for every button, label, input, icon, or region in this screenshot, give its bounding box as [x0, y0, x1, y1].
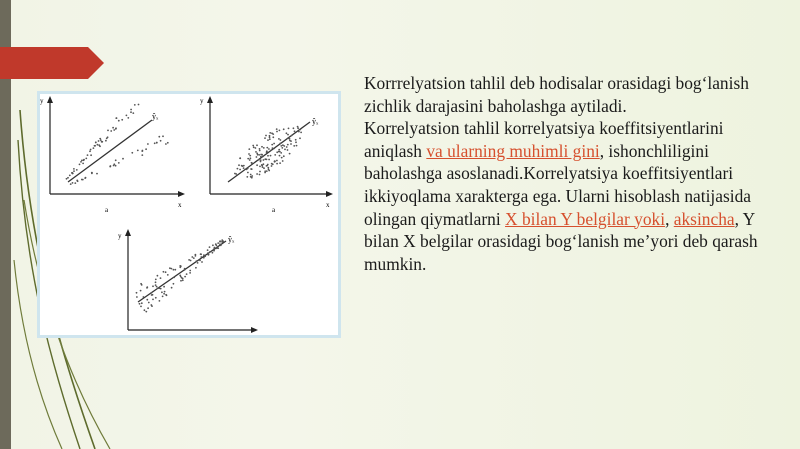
scatter-dot: [265, 135, 267, 137]
scatter-dot: [264, 137, 266, 139]
scatter-dot: [81, 160, 83, 162]
scatter-dot: [106, 138, 108, 140]
scatter-dot: [235, 173, 237, 175]
scatter-dot: [144, 309, 146, 311]
scatter-dot: [66, 178, 68, 180]
scatter-dot: [276, 163, 278, 165]
scatter-dot: [82, 163, 84, 165]
scatter-dot: [284, 149, 286, 151]
scatter-dot: [268, 159, 270, 161]
scatter-dot: [76, 180, 78, 182]
scatter-dot: [142, 150, 144, 152]
scatter-dot: [155, 297, 157, 299]
plot2-origin-label: a: [272, 206, 276, 214]
scatter-dot: [250, 157, 252, 159]
scatter-dot: [80, 161, 82, 163]
scatter-dot: [91, 173, 93, 175]
scatter-dot: [160, 277, 162, 279]
scatter-dot: [251, 168, 253, 170]
scatter-dot: [115, 159, 117, 161]
scatter-dot: [180, 280, 182, 282]
scatter-dot: [243, 165, 245, 167]
scatter-dot: [267, 167, 269, 169]
scatter-dot: [299, 129, 301, 131]
scatter-dot: [141, 302, 143, 304]
scatter-dot: [272, 136, 274, 138]
scatter-dot: [159, 300, 161, 302]
scatter-dot: [263, 163, 265, 165]
scatter-dot: [276, 160, 278, 162]
scatter-dot: [221, 241, 223, 243]
correlation-figure: [37, 91, 341, 338]
scatter-dot: [274, 154, 276, 156]
scatter-dot: [163, 293, 165, 295]
scatter-dot: [76, 169, 78, 171]
scatter-dot: [94, 145, 96, 147]
scatter-dot: [101, 141, 103, 143]
plot2-y-label: y: [200, 97, 204, 105]
plot1-x-label: x: [178, 201, 182, 209]
scatter-dot: [269, 135, 271, 137]
scatter-dot: [184, 276, 186, 278]
scatter-dot: [173, 269, 175, 271]
scatter-dot: [280, 152, 282, 154]
paragraph-part-4: , Y bilan X belgilar orasidagi bog‘lanish me’yori deb qarash mumkin.: [364, 208, 758, 274]
scatter-dot: [174, 269, 176, 271]
scatter-dot: [267, 139, 269, 141]
scatter-dot: [266, 165, 268, 167]
scatter-dot: [269, 138, 271, 140]
scatter-dot: [283, 145, 285, 147]
scatter-dot: [110, 165, 112, 167]
plot2-x-label: x: [326, 201, 330, 209]
plot-2: [200, 96, 333, 214]
scatter-dot: [70, 183, 72, 185]
scatter-dot: [281, 147, 283, 149]
scatter-dot: [137, 150, 139, 152]
scatter-dot: [118, 120, 120, 122]
scatter-dot: [279, 143, 281, 145]
scatter-dot: [267, 164, 269, 166]
scatter-dot: [283, 128, 285, 130]
scatter-dot: [73, 170, 75, 172]
scatter-dot: [130, 111, 132, 113]
scatter-dot: [189, 272, 191, 274]
scatter-dot: [256, 153, 258, 155]
scatter-dot: [287, 149, 289, 151]
scatter-dot: [255, 147, 257, 149]
scatter-dot: [278, 149, 280, 151]
scatter-dot: [289, 153, 291, 155]
scatter-dot: [90, 154, 92, 156]
scatter-dot: [216, 245, 218, 247]
scatter-dot: [110, 130, 112, 132]
scatter-dot: [251, 162, 253, 164]
scatter-dot: [255, 151, 257, 153]
scatter-dot: [121, 119, 123, 121]
scatter-dot: [146, 299, 148, 301]
scatter-dot: [269, 132, 271, 134]
scatter-dot: [262, 166, 264, 168]
scatter-dot: [158, 136, 160, 138]
plot1-y-label: y: [40, 97, 44, 105]
scatter-dot: [261, 154, 263, 156]
scatter-dot: [136, 296, 138, 298]
scatter-dot: [200, 256, 202, 258]
scatter-dot: [165, 271, 167, 273]
scatter-dot: [263, 147, 265, 149]
scatter-dot: [171, 287, 173, 289]
scatter-dot: [293, 145, 295, 147]
scatter-dot: [256, 164, 258, 166]
scatter-dot: [184, 269, 186, 271]
scatter-dot: [115, 127, 117, 129]
scatter-dot: [140, 290, 142, 292]
scatter-dot: [161, 291, 163, 293]
scatter-dot: [266, 147, 268, 149]
scatter-dot: [196, 260, 198, 262]
scatter-dot: [256, 173, 258, 175]
scatter-dot: [249, 155, 251, 157]
scatter-dot: [239, 157, 241, 159]
scatter-dot: [145, 311, 147, 313]
scatter-dot: [259, 166, 261, 168]
link-aksincha[interactable]: aksincha: [673, 208, 735, 229]
scatter-dot: [270, 149, 272, 151]
scatter-dot: [248, 153, 250, 155]
scatter-dot: [82, 179, 84, 181]
scatter-dot: [163, 286, 165, 288]
scatter-dot: [148, 302, 150, 304]
scatter-dot: [287, 134, 289, 136]
scatter-dot: [209, 246, 211, 248]
paragraph-part-3: ,: [665, 208, 674, 229]
scatter-dot: [283, 155, 285, 157]
scatter-dot: [167, 274, 169, 276]
scatter-dot: [280, 145, 282, 147]
scatter-dot: [276, 128, 278, 130]
scatter-dot: [115, 165, 117, 167]
scatter-dot: [89, 150, 91, 152]
scatter-dot: [83, 159, 85, 161]
scatter-dot: [195, 254, 197, 256]
scatter-dot: [271, 144, 273, 146]
scatter-dot: [182, 279, 184, 281]
scatter-dot: [90, 149, 92, 151]
scatter-dot: [266, 170, 268, 172]
scatter-dot: [162, 296, 164, 298]
scatter-dot: [152, 299, 154, 301]
plot-3: [118, 229, 258, 333]
scatter-dot: [79, 164, 81, 166]
scatter-dot: [154, 142, 156, 144]
scatter-dot: [261, 146, 263, 148]
scatter-dot: [72, 182, 74, 184]
scatter-dot: [212, 244, 214, 246]
scatter-dot: [150, 292, 152, 294]
scatter-dot: [87, 154, 89, 156]
scatter-dot: [291, 135, 293, 137]
scatter-dot: [164, 291, 166, 293]
scatter-dot: [173, 276, 175, 278]
scatter-dot: [274, 160, 276, 162]
scatter-dot: [260, 156, 262, 158]
scatter-dot: [217, 242, 219, 244]
scatter-dot: [167, 142, 169, 144]
scatter-dot: [204, 255, 206, 257]
scatter-dot: [146, 286, 148, 288]
scatter-dot: [278, 138, 280, 140]
scatter-dot: [155, 279, 157, 281]
scatter-dot: [258, 159, 260, 161]
scatter-dot: [266, 150, 268, 152]
scatter-dot: [260, 161, 262, 163]
scatter-dot: [201, 261, 203, 263]
scatter-dot: [147, 143, 149, 145]
scatter-dot: [259, 171, 261, 173]
slide-text: [364, 72, 764, 275]
scatter-dot: [296, 145, 298, 147]
scatter-dot: [126, 115, 128, 117]
scatter-dot: [286, 132, 288, 134]
scatter-dot: [156, 286, 158, 288]
scatter-dot: [279, 155, 281, 157]
plot1-line-label: ŷₓ: [152, 112, 159, 121]
scatter-dot: [197, 262, 199, 264]
scatter-dot: [281, 157, 283, 159]
scatter-dot: [107, 130, 109, 132]
scatter-dot: [186, 273, 188, 275]
scatter-dot: [131, 152, 133, 154]
scatter-dot: [262, 155, 264, 157]
scatter-dot: [216, 247, 218, 249]
scatter-dot: [147, 307, 149, 309]
scatter-dot: [271, 165, 273, 167]
scatter-dot: [190, 260, 192, 262]
scatter-dot: [195, 267, 197, 269]
scatter-dot: [179, 266, 181, 268]
scatter-dot: [237, 168, 239, 170]
scatter-dot: [193, 257, 195, 259]
scatter-dot: [113, 165, 115, 167]
scatter-dot: [100, 139, 102, 141]
paragraph-definition: Korrrelyatsion tahlil deb hodisalar orasidagi bog‘lanish zichlik darajasini baholashga aytiladi.: [364, 73, 749, 116]
scatter-dot: [203, 257, 205, 259]
scatter-dot: [152, 285, 154, 287]
scatter-dot: [251, 177, 253, 179]
scatter-dot: [136, 292, 138, 294]
paragraph-part-1: Korrelyatsion tahlil korrelyatsiya koeffitsiyentlarini aniqlash: [364, 118, 724, 161]
scatter-dot: [74, 182, 76, 184]
scatter-dot: [95, 142, 97, 144]
scatter-dot: [279, 162, 281, 164]
scatter-dot: [130, 109, 132, 111]
scatter-dot: [156, 142, 158, 144]
scatter-dot: [247, 158, 249, 160]
scatter-dot: [288, 128, 290, 130]
red-tab-arrow: [0, 47, 104, 79]
scatter-dot: [209, 251, 211, 253]
scatter-dot: [151, 305, 153, 307]
scatter-dot: [293, 127, 295, 129]
scatter-dot: [272, 133, 274, 135]
scatter-dot: [238, 164, 240, 166]
scatter-dot: [256, 144, 258, 146]
scatter-dot: [85, 158, 87, 160]
scatter-dot: [273, 143, 275, 145]
scatter-dot: [140, 306, 142, 308]
scatter-dot: [162, 135, 164, 137]
scatter-dot: [189, 270, 191, 272]
scatter-dot: [251, 175, 253, 177]
scatter-dot: [85, 177, 87, 179]
link-x-bilan-y[interactable]: X bilan Y belgilar yoki: [505, 208, 666, 229]
scatter-dot: [179, 275, 181, 277]
scatter-dot: [141, 154, 143, 156]
scatter-dot: [98, 144, 100, 146]
scatter-dot: [258, 154, 260, 156]
scatter-dot: [252, 145, 254, 147]
scatter-dot: [263, 159, 265, 161]
scatter-dot: [134, 104, 136, 106]
scatter-dot: [279, 151, 281, 153]
scatter-dot: [261, 165, 263, 167]
scatter-dot: [248, 148, 250, 150]
scatter-dot: [247, 168, 249, 170]
scatter-dot: [297, 127, 299, 129]
scatter-dot: [200, 253, 202, 255]
scatter-dot: [268, 148, 270, 150]
scatter-dot: [199, 260, 201, 262]
scatter-dot: [298, 131, 300, 133]
link-muhimligini[interactable]: va ularning muhimli gini: [426, 140, 600, 161]
scatter-dot: [290, 143, 292, 145]
scatter-dot: [73, 168, 75, 170]
scatter-dot: [69, 175, 71, 177]
scatter-dot: [145, 148, 147, 150]
scatter-dot: [294, 130, 296, 132]
scatter-dot: [97, 144, 99, 146]
scatter-dot: [96, 173, 98, 175]
scatter-dot: [299, 137, 301, 139]
scatter-dot: [191, 256, 193, 258]
scatter-dot: [143, 296, 145, 298]
scatter-dot: [105, 140, 107, 142]
scatter-dot: [297, 126, 299, 128]
scatter-dot: [67, 177, 69, 179]
scatter-dot: [157, 287, 159, 289]
plot3-y-label: y: [118, 232, 122, 240]
scatter-dot: [241, 165, 243, 167]
scatter-dot: [250, 174, 252, 176]
scatter-dot: [259, 174, 261, 176]
scatter-dot: [112, 127, 114, 129]
scatter-dot: [113, 129, 115, 131]
scatter-dot: [276, 151, 278, 153]
scatter-dot: [213, 249, 215, 251]
scatter-dot: [166, 294, 168, 296]
scatter-dot: [116, 117, 118, 119]
scatter-dot: [214, 247, 216, 249]
scatter-dot: [295, 141, 297, 143]
plot-1: [40, 96, 185, 214]
scatter-dot: [280, 139, 282, 141]
scatter-dot: [182, 278, 184, 280]
scatter-dot: [286, 146, 288, 148]
scatter-dot: [279, 130, 281, 132]
scatter-dot: [132, 112, 134, 114]
scatter-dot: [207, 249, 209, 251]
scatter-dot: [163, 271, 165, 273]
scatter-dot: [98, 140, 100, 142]
scatter-dot: [173, 283, 175, 285]
paragraph-part-2: , ishonchliligini baholashga asoslanadi.Korrelyatsiya koeffitsiyentlari ikkiyoqlama xarakterga ega. Ularni hisoblash natijasida olingan qiymatlarni: [364, 140, 751, 229]
scatter-dot: [272, 163, 274, 165]
scatter-dot: [256, 156, 258, 158]
scatter-dot: [273, 148, 275, 150]
scatter-dot: [152, 294, 154, 296]
scatter-dot: [169, 267, 171, 269]
scatter-dot: [253, 146, 255, 148]
scatter-dot: [276, 131, 278, 133]
scatter-dot: [212, 252, 214, 254]
scatter-dot: [300, 132, 302, 134]
scatter-dot: [122, 158, 124, 160]
scatter-dot: [139, 303, 141, 305]
scatter-dot: [247, 172, 249, 174]
scatter-dot: [282, 160, 284, 162]
scatter-dot: [268, 170, 270, 172]
scatter-dot: [259, 148, 261, 150]
scatter-dot: [287, 144, 289, 146]
scatter-dot: [249, 159, 251, 161]
scatter-dot: [155, 284, 157, 286]
scatter-dot: [219, 241, 221, 243]
scatter-dot: [165, 143, 167, 145]
scatter-dot: [289, 138, 291, 140]
paragraph-coefficients: [364, 117, 764, 275]
scatter-dot: [272, 147, 274, 149]
scatter-dot: [93, 147, 95, 149]
scatter-dot: [127, 117, 129, 119]
scatter-dot: [267, 155, 269, 157]
scatter-dot: [295, 139, 297, 141]
scatter-dot: [264, 172, 266, 174]
scatter-dot: [259, 150, 261, 152]
scatter-dot: [243, 167, 245, 169]
scatter-dot: [138, 104, 140, 106]
scatter-dot: [160, 288, 162, 290]
scatter-dot: [270, 155, 272, 157]
scatter-dot: [219, 243, 221, 245]
plot3-line-label: ŷₓ: [228, 235, 235, 244]
scatter-dot: [290, 140, 292, 142]
scatter-dot: [239, 169, 241, 171]
scatter-dot: [141, 284, 143, 286]
scatter-dot: [266, 159, 268, 161]
scatter-dot: [160, 140, 162, 142]
scatter-dot: [155, 281, 157, 283]
scatter-dot: [207, 252, 209, 254]
plot2-line-label: ŷₓ: [312, 117, 319, 126]
plot1-origin-label: a: [105, 206, 109, 214]
scatter-dot: [118, 162, 120, 164]
scatter-dot: [263, 167, 265, 169]
scatter-dot: [157, 275, 159, 277]
scatter-dot: [246, 176, 248, 178]
scatter-dot: [72, 173, 74, 175]
